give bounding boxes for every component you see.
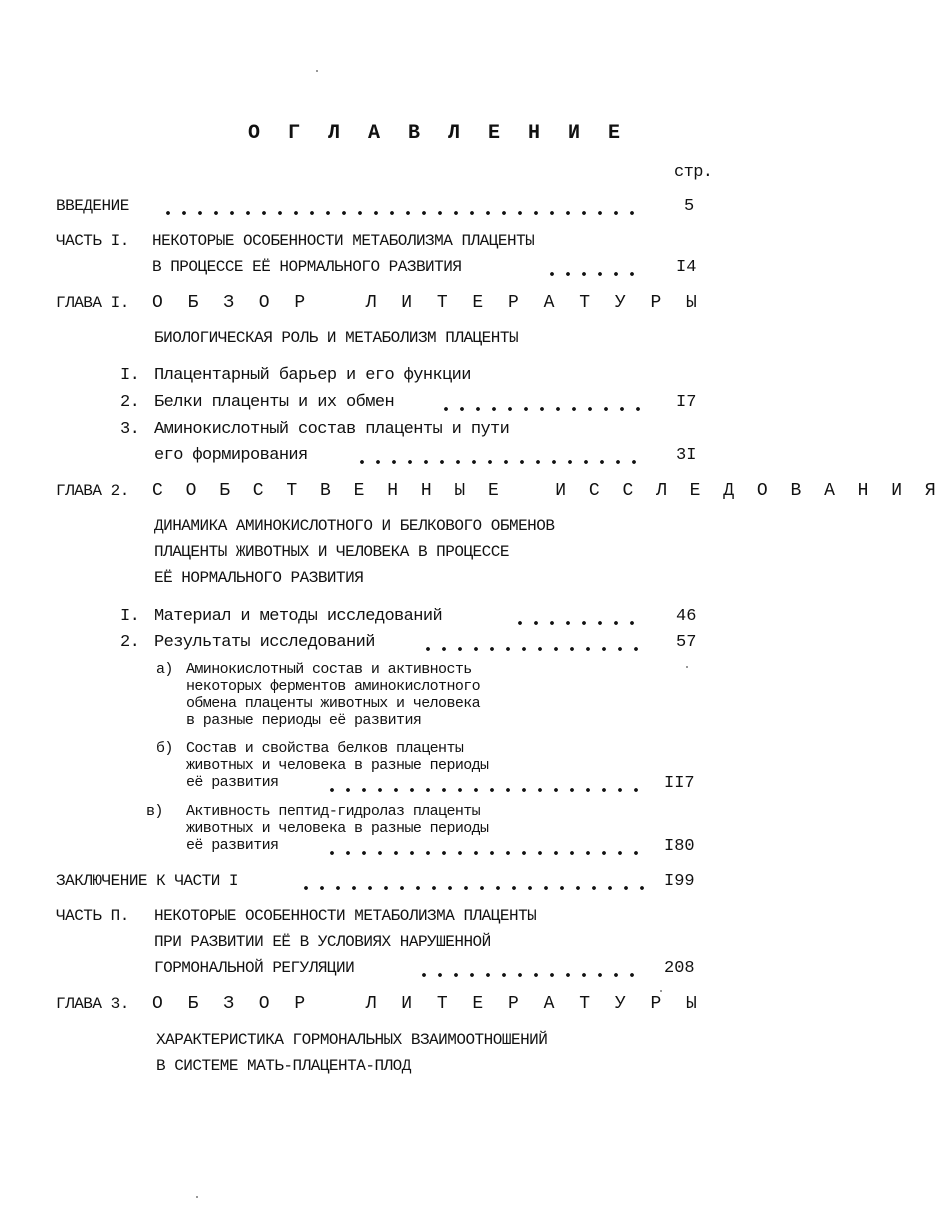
ch2-c-line2: животных и человека в разные периоды (186, 820, 489, 837)
ch1-s1-num: I. (120, 366, 140, 385)
ch1-s2-text: Белки плаценты и их обмен (154, 393, 395, 412)
page-column-label: стр. (674, 163, 713, 182)
ch3-sub1: ХАРАКТЕРИСТИКА ГОРМОНАЛЬНЫХ ВЗАИМООТНОШЕНИЙ (156, 1031, 548, 1049)
ch1-s2-page: I7 (676, 393, 697, 412)
leader-dots (438, 407, 644, 411)
ch2-heading: С О Б С Т В Е Н Н Ы Е И С С Л Е Д О В А Н И Я (152, 481, 942, 501)
scan-speck (660, 990, 662, 992)
ch1-s3-line2: его формирования (154, 446, 308, 465)
ch2-c-letter: в) (146, 803, 163, 820)
leader-dots (512, 621, 644, 625)
part2-page: 208 (664, 959, 695, 978)
part1-page: I4 (676, 258, 697, 277)
leader-dots (354, 460, 644, 464)
part2-line1: НЕКОТОРЫЕ ОСОБЕННОСТИ МЕТАБОЛИЗМА ПЛАЦЕНТЫ (154, 907, 537, 925)
ch2-a-letter: а) (156, 661, 173, 678)
ch1-heading: О Б З О Р Л И Т Е Р А Т У Р Ы (152, 293, 704, 313)
ch2-b-line2: животных и человека в разные периоды (186, 757, 489, 774)
leader-dots (160, 211, 644, 215)
concl1-label: ЗАКЛЮЧЕНИЕ К ЧАСТИ I (56, 872, 239, 890)
concl1-page: I99 (664, 872, 695, 891)
ch2-c-line1: Активность пептид-гидролаз плаценты (186, 803, 481, 820)
leader-dots (324, 788, 644, 792)
ch2-s1-text: Материал и методы исследований (154, 607, 443, 626)
ch1-s3-page: 3I (676, 446, 697, 465)
ch2-b-line1: Состав и свойства белков плаценты (186, 740, 464, 757)
entry-intro-label: ВВЕДЕНИЕ (56, 197, 129, 215)
ch2-a-line2: некоторых ферментов аминокислотного (186, 678, 481, 695)
ch1-s3-num: 3. (120, 420, 140, 439)
ch2-a-line3: обмена плаценты животных и человека (186, 695, 481, 712)
ch2-prefix: ГЛАВА 2. (56, 482, 129, 500)
entry-intro-page: 5 (684, 197, 695, 216)
ch1-subtitle: БИОЛОГИЧЕСКАЯ РОЛЬ И МЕТАБОЛИЗМ ПЛАЦЕНТЫ (154, 329, 519, 347)
part1-line1: НЕКОТОРЫЕ ОСОБЕННОСТИ МЕТАБОЛИЗМА ПЛАЦЕНТЫ (152, 232, 535, 250)
ch2-b-letter: б) (156, 740, 173, 757)
ch2-sub2: ПЛАЦЕНТЫ ЖИВОТНЫХ И ЧЕЛОВЕКА В ПРОЦЕССЕ (154, 543, 509, 561)
ch2-c-line3: её развития (186, 837, 279, 854)
ch2-s2-page: 57 (676, 633, 697, 652)
ch3-heading: О Б З О Р Л И Т Е Р А Т У Р Ы (152, 994, 704, 1014)
ch3-sub2: В СИСТЕМЕ МАТЬ-ПЛАЦЕНТА-ПЛОД (156, 1057, 411, 1075)
ch2-b-page: II7 (664, 774, 695, 793)
ch2-s1-num: I. (120, 607, 140, 626)
ch2-sub3: ЕЁ НОРМАЛЬНОГО РАЗВИТИЯ (154, 569, 364, 587)
leader-dots (416, 973, 644, 977)
scan-speck (316, 70, 318, 72)
leader-dots (324, 851, 644, 855)
part2-line3: ГОРМОНАЛЬНОЙ РЕГУЛЯЦИИ (154, 959, 355, 977)
ch3-prefix: ГЛАВА 3. (56, 995, 129, 1013)
ch2-c-page: I80 (664, 837, 695, 856)
ch1-prefix: ГЛАВА I. (56, 294, 129, 312)
ch2-s2-text: Результаты исследований (154, 633, 375, 652)
leader-dots (420, 647, 644, 651)
ch2-sub1: ДИНАМИКА АМИНОКИСЛОТНОГО И БЕЛКОВОГО ОБМЕНОВ (154, 517, 555, 535)
part2-prefix: ЧАСТЬ П. (56, 907, 129, 925)
toc-title: О Г Л А В Л Е Н И Е (248, 122, 629, 145)
leader-dots (298, 886, 644, 890)
ch1-s3-line1: Аминокислотный состав плаценты и пути (154, 420, 510, 439)
leader-dots (544, 272, 644, 276)
part1-prefix: ЧАСТЬ I. (56, 232, 129, 250)
ch2-b-line3: её развития (186, 774, 279, 791)
part2-line2: ПРИ РАЗВИТИИ ЕЁ В УСЛОВИЯХ НАРУШЕННОЙ (154, 933, 491, 951)
ch2-a-line4: в разные периоды её развития (186, 712, 422, 729)
scan-speck (196, 1196, 198, 1198)
ch2-s1-page: 46 (676, 607, 697, 626)
part1-line2: В ПРОЦЕССЕ ЕЁ НОРМАЛЬНОГО РАЗВИТИЯ (152, 258, 462, 276)
scan-speck (686, 666, 688, 668)
ch1-s2-num: 2. (120, 393, 140, 412)
ch2-a-line1: Аминокислотный состав и активность (186, 661, 472, 678)
ch2-s2-num: 2. (120, 633, 140, 652)
ch1-s1-text: Плацентарный барьер и его функции (154, 366, 471, 385)
